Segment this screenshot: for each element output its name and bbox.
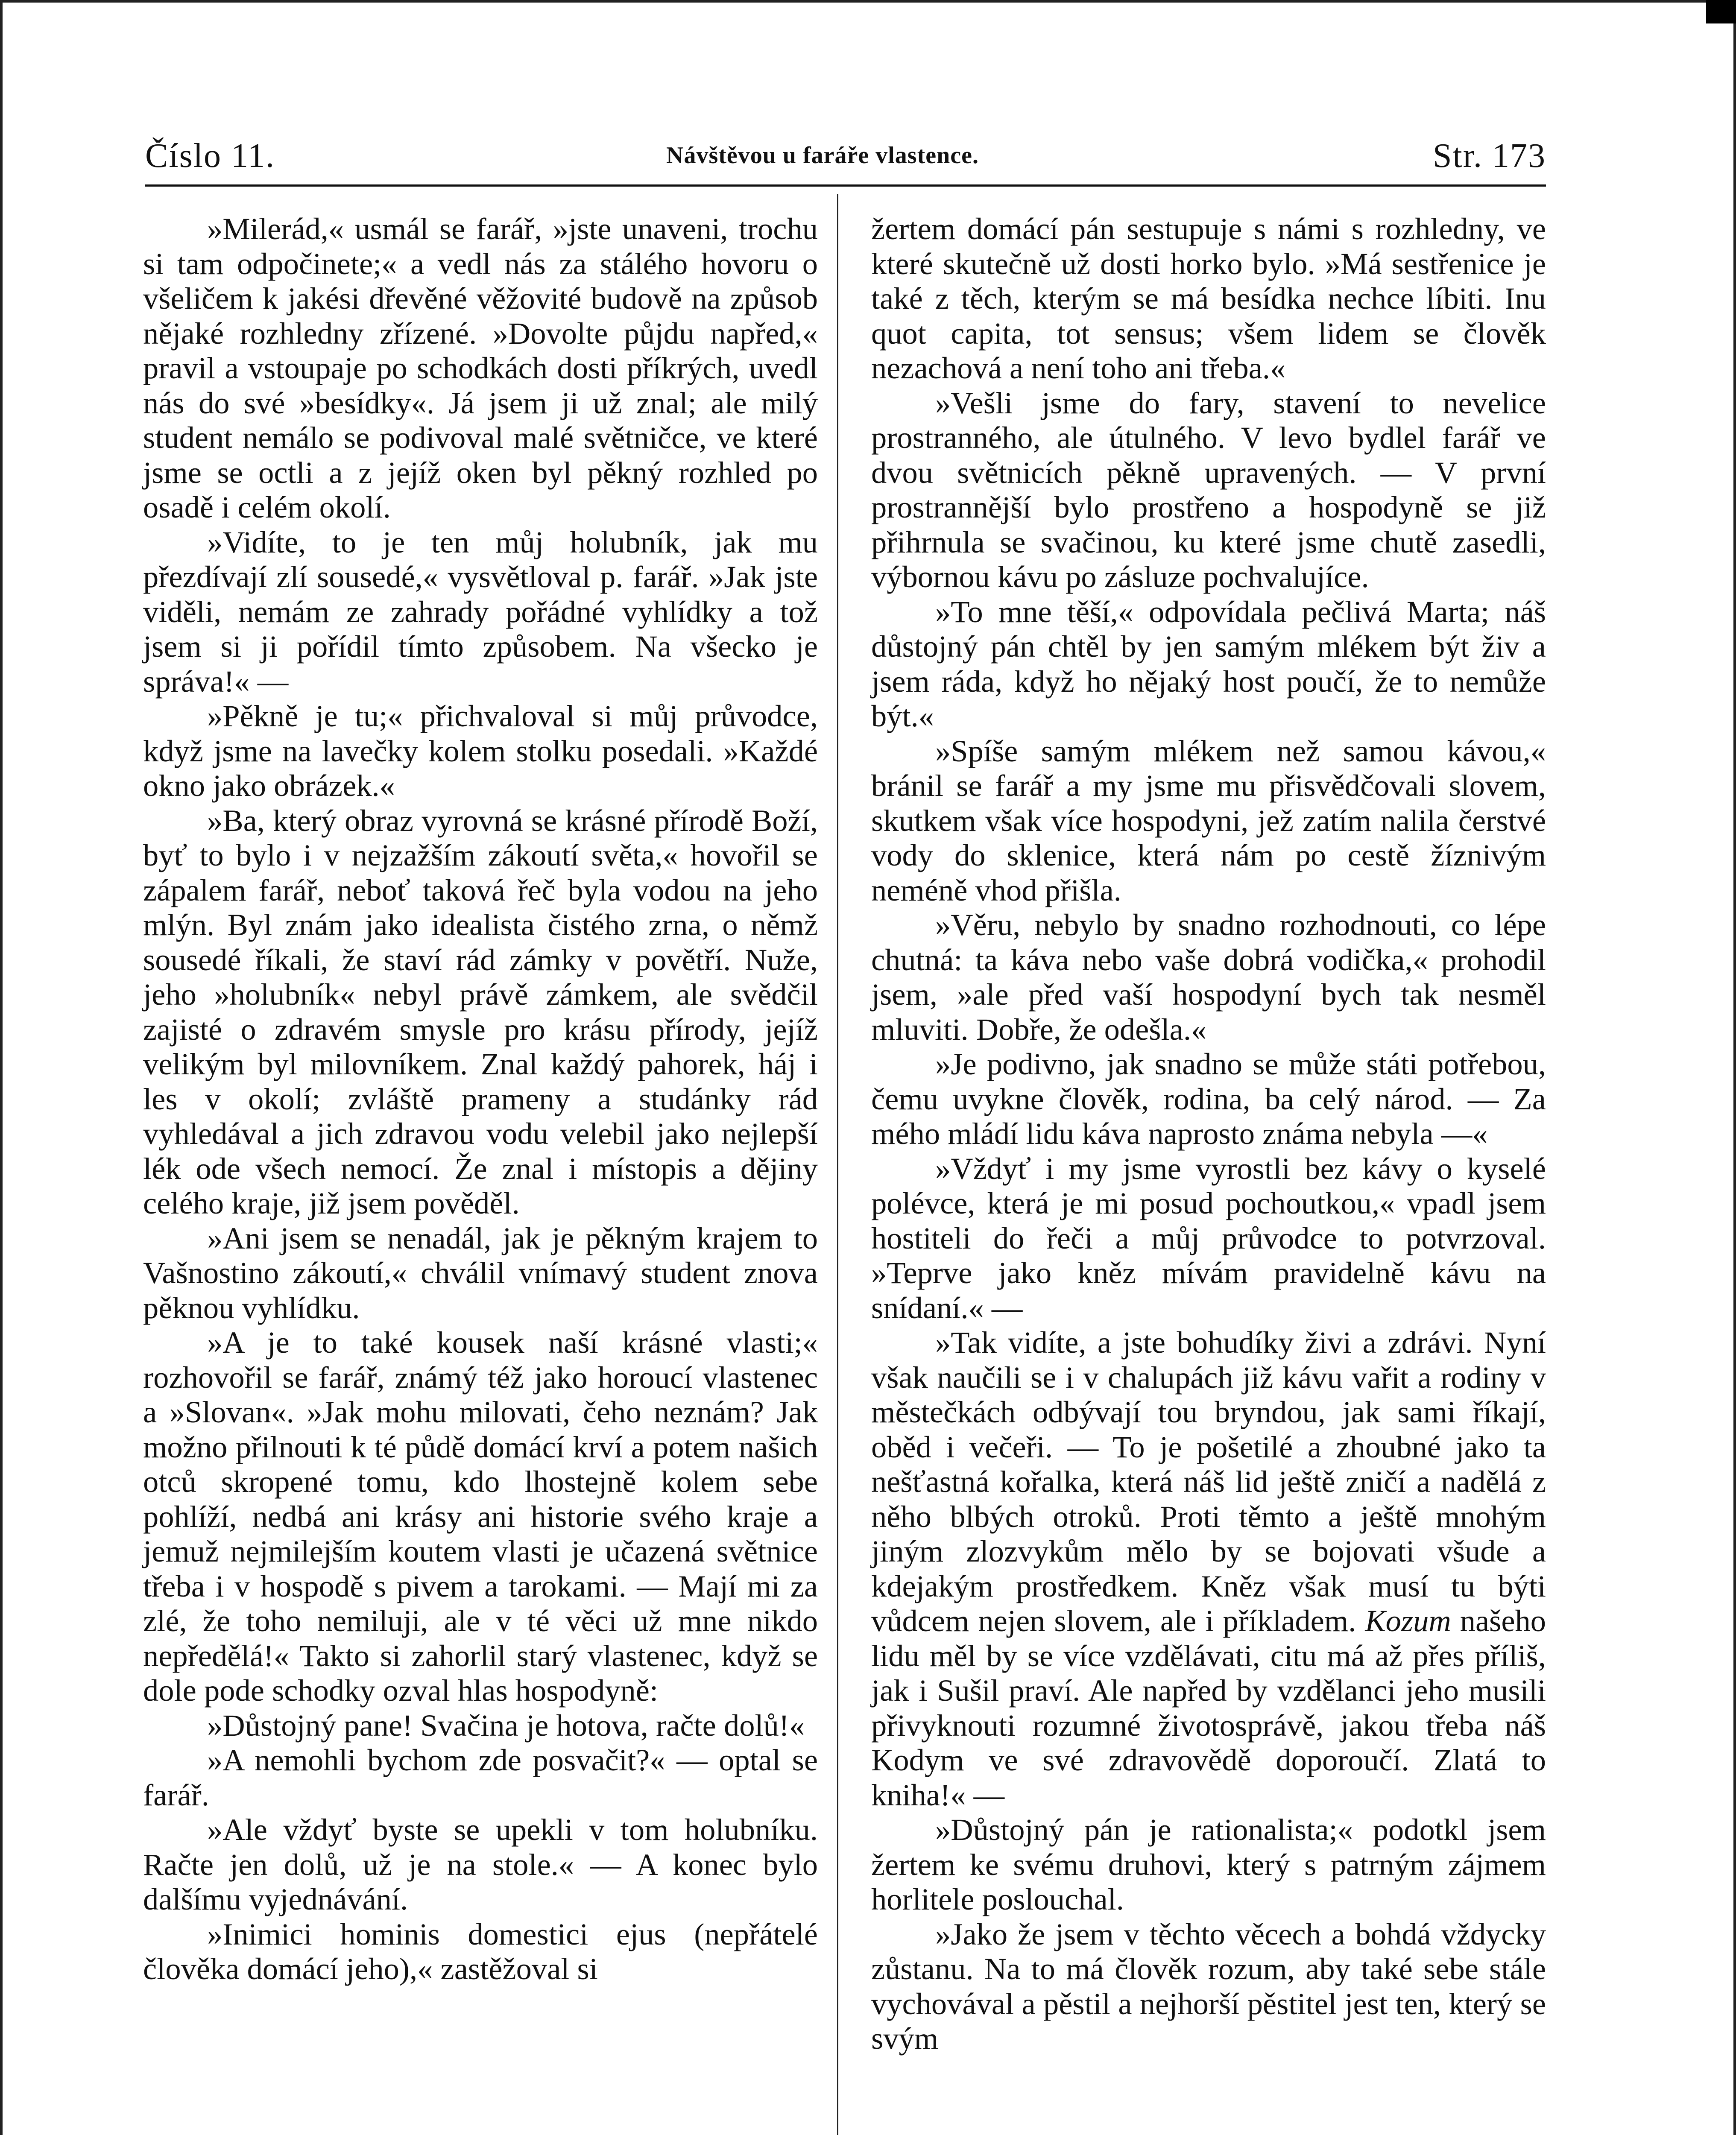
paragraph: »Vešli jsme do fary, stavení to nevelice prostranného, ale útulného. V levo bydlel farář ve dvou světnicích pěkně upravených. — V první prostrannější bylo prostřeno a hospodyně se již přihrnula se svačinou, ku které jsme chutě zasedli, výbornou kávu po zásluze pochvalujíce. (871, 385, 1546, 594)
scan-corner-mark (1706, 0, 1736, 23)
paragraph: »Inimici hominis domestici ejus (nepřátelé člověka domácí jeho),« zastěžoval si (143, 1916, 818, 1986)
paragraph (871, 1325, 1546, 1812)
column-divider (837, 194, 838, 2135)
paragraph: »Věru, nebylo by snadno rozhodnouti, co lépe chutná: ta káva nebo vaše dobrá vodička,« prohodil jsem, »ale před vaší hospodyní bych tak nesměl mluviti. Dobře, že odešla.« (871, 907, 1546, 1047)
running-header (145, 132, 1546, 179)
paragraph: »Ba, který obraz vyrovná se krásné přírodě Boží, byť to bylo i v nejzažším zákoutí světa,« hovořil se zápalem farář, neboť taková řeč byla vodou na jeho mlýn. Byl znám jako idealista čistého zrna, o němž sousedé říkali, že staví rád zámky v povětří. Nuže, jeho »holubník« nebyl právě zámkem, ale svědčil zajisté o zdravém smysle pro krásu přírody, jejíž velikým byl milovníkem. Znal každý pahorek, háj i les v okolí; zvláště prameny a studánky rád vyhledával a jich zdravou vodu velebil jako nejlepší lék ode všech nemocí. Že znal i místopis a dějiny celého kraje, již jsem pověděl. (143, 803, 818, 1220)
paragraph: »Důstojný pán je rationalista;« podotkl jsem žertem ke svému druhovi, který s patrným zájmem horlitele poslouchal. (871, 1812, 1546, 1916)
paragraph: »Ale vždyť byste se upekli v tom holubníku. Račte jen dolů, už je na stole.« — A konec bylo dalšímu vyjednávání. (143, 1812, 818, 1916)
paragraph: »To mne těší,« odpovídala pečlivá Marta; náš důstojný pán chtěl by jen samým mlékem být živ a jsem ráda, když ho nějaký host poučí, že to nemůže být.« (871, 594, 1546, 733)
article-title: Návštěvou u faráře vlastence. (666, 142, 979, 169)
paragraph: »Důstojný pane! Svačina je hotova, račte dolů!« (207, 1708, 805, 1743)
paragraph: »Spíše samým mlékem než samou kávou,« bránil se farář a my jsme mu přisvědčovali slovem, skutkem však více hospodyni, jež zatím nalila čerstvé vody do sklenice, která nám po cestě žíznivým neméně vhod přišla. (871, 733, 1546, 907)
paragraph: »Pěkně je tu;« přichvaloval si můj průvodce, když jsme na lavečky kolem stolku posedali. »Každé okno jako obrázek.« (143, 699, 818, 803)
paragraph: »Jako že jsem v těchto věcech a bohdá vždycky zůstanu. Na to má člověk rozum, aby také sebe stále vychovával a pěstil a nejhorší pěstitel jest ten, který se svým (871, 1916, 1546, 2056)
paragraph-text: našeho lidu měl by se více vzdělávati, citu má až přes příliš, jak i Sušil praví. Ale napřed by vzdělanci jeho musili přivyknouti rozumné životosprávě, jakou třeba náš Kodym ve své zdravovědě doporoučí. Zlatá to kniha!« — (871, 1603, 1546, 1812)
right-column (871, 211, 1546, 2056)
left-column (143, 211, 818, 1986)
paragraph: »A nemohli bychom zde posvačit?« — optal se farář. (143, 1743, 818, 1812)
paragraph-text: »Tak vidíte, a jste bohudíky živi a zdrávi. Nyní však naučili se i v chalupách již kávu vařit a rodiny v městečkách odbývají tou bryndou, jak sami říkají, oběd i večeři. — To je pošetilé a zhoubné jako ta nešťastná kořalka, která náš lid ještě zničí a nadělá z něho blbých otroků. Proti těmto a ještě mnohým jiným zlozvykům mělo by se bojovati všude a kdejakým prostředkem. Kněz však musí tu býti vůdcem nejen slovem, ale i příkladem. (871, 1325, 1546, 1638)
header-rule (145, 184, 1546, 187)
paragraph: »Ani jsem se nenadál, jak je pěkným krajem to Vašnostino zákoutí,« chválil vnímavý student znova pěknou vyhlídku. (143, 1220, 818, 1325)
paragraph: »Milerád,« usmál se farář, »jste unaveni, trochu si tam odpočinete;« a vedl nás za stálého hovoru o všeličem k jakési dřevěné věžovité budově na způsob nějaké rozhledny zřízené. »Dovolte půjdu napřed,« pravil a vstoupaje po schodkách dosti příkrých, uvedl nás do své »besídky«. Já jsem ji už znal; ale milý student nemálo se podivoval malé světničce, ve které jsme se octli a z jejíž oken byl pěkný rozhled po osadě i celém okolí. (143, 211, 818, 524)
paragraph: »Je podivno, jak snadno se může státi potřebou, čemu uvykne člověk, rodina, ba celý národ. — Za mého mládí lidu káva naprosto známa nebyla —« (871, 1047, 1546, 1151)
page-number: Str. 173 (1433, 137, 1546, 175)
paragraph: »A je to také kousek naší krásné vlasti;« rozhovořil se farář, známý též jako horoucí vlastenec a »Slovan«. »Jak mohu milovati, čeho neznám? Jak možno přilnouti k té půdě domácí krví a potem našich otců skropené tomu, kdo lhostejně kolem sebe pohlíží, nedbá ani krásy ani historie svého kraje a jemuž nejmilejším koutem vlasti je učazená světnice třeba i v hospodě s pivem a tarokami. — Mají mi za zlé, že toho nemiluji, ale v té věci už mne nikdo nepředělá!« Takto si zahorlil starý vlastenec, když se dole pode schodky ozval hlas hospodyně: (143, 1325, 818, 1708)
paragraph: žertem domácí pán sestupuje s námi s rozhledny, ve které skutečně už dosti horko bylo. »Má sestřenice je také z těch, kterým se má besídka nechce líbiti. Inu quot capita, tot sensus; všem lidem se člověk nezachová a není toho ani třeba.« (871, 211, 1546, 385)
paragraph: »Vždyť i my jsme vyrostli bez kávy o kyselé polévce, která je mi posud pochoutkou,« vpadl jsem hostiteli do řeči a můj průvodce to potvrzoval. »Teprve jako kněz mívám pravidelně kávu na snídaní.« — (871, 1151, 1546, 1325)
italic-word: Kozum (1365, 1603, 1451, 1638)
issue-number: Číslo 11. (145, 137, 275, 175)
paragraph: »Vidíte, to je ten můj holubník, jak mu přezdívají zlí sousedé,« vysvětloval p. farář. »Jak jste viděli, nemám ze zahrady pořádné vyhlídky a tož jsem si ji pořídil tímto způsobem. Na všecko je správa!« — (143, 524, 818, 699)
